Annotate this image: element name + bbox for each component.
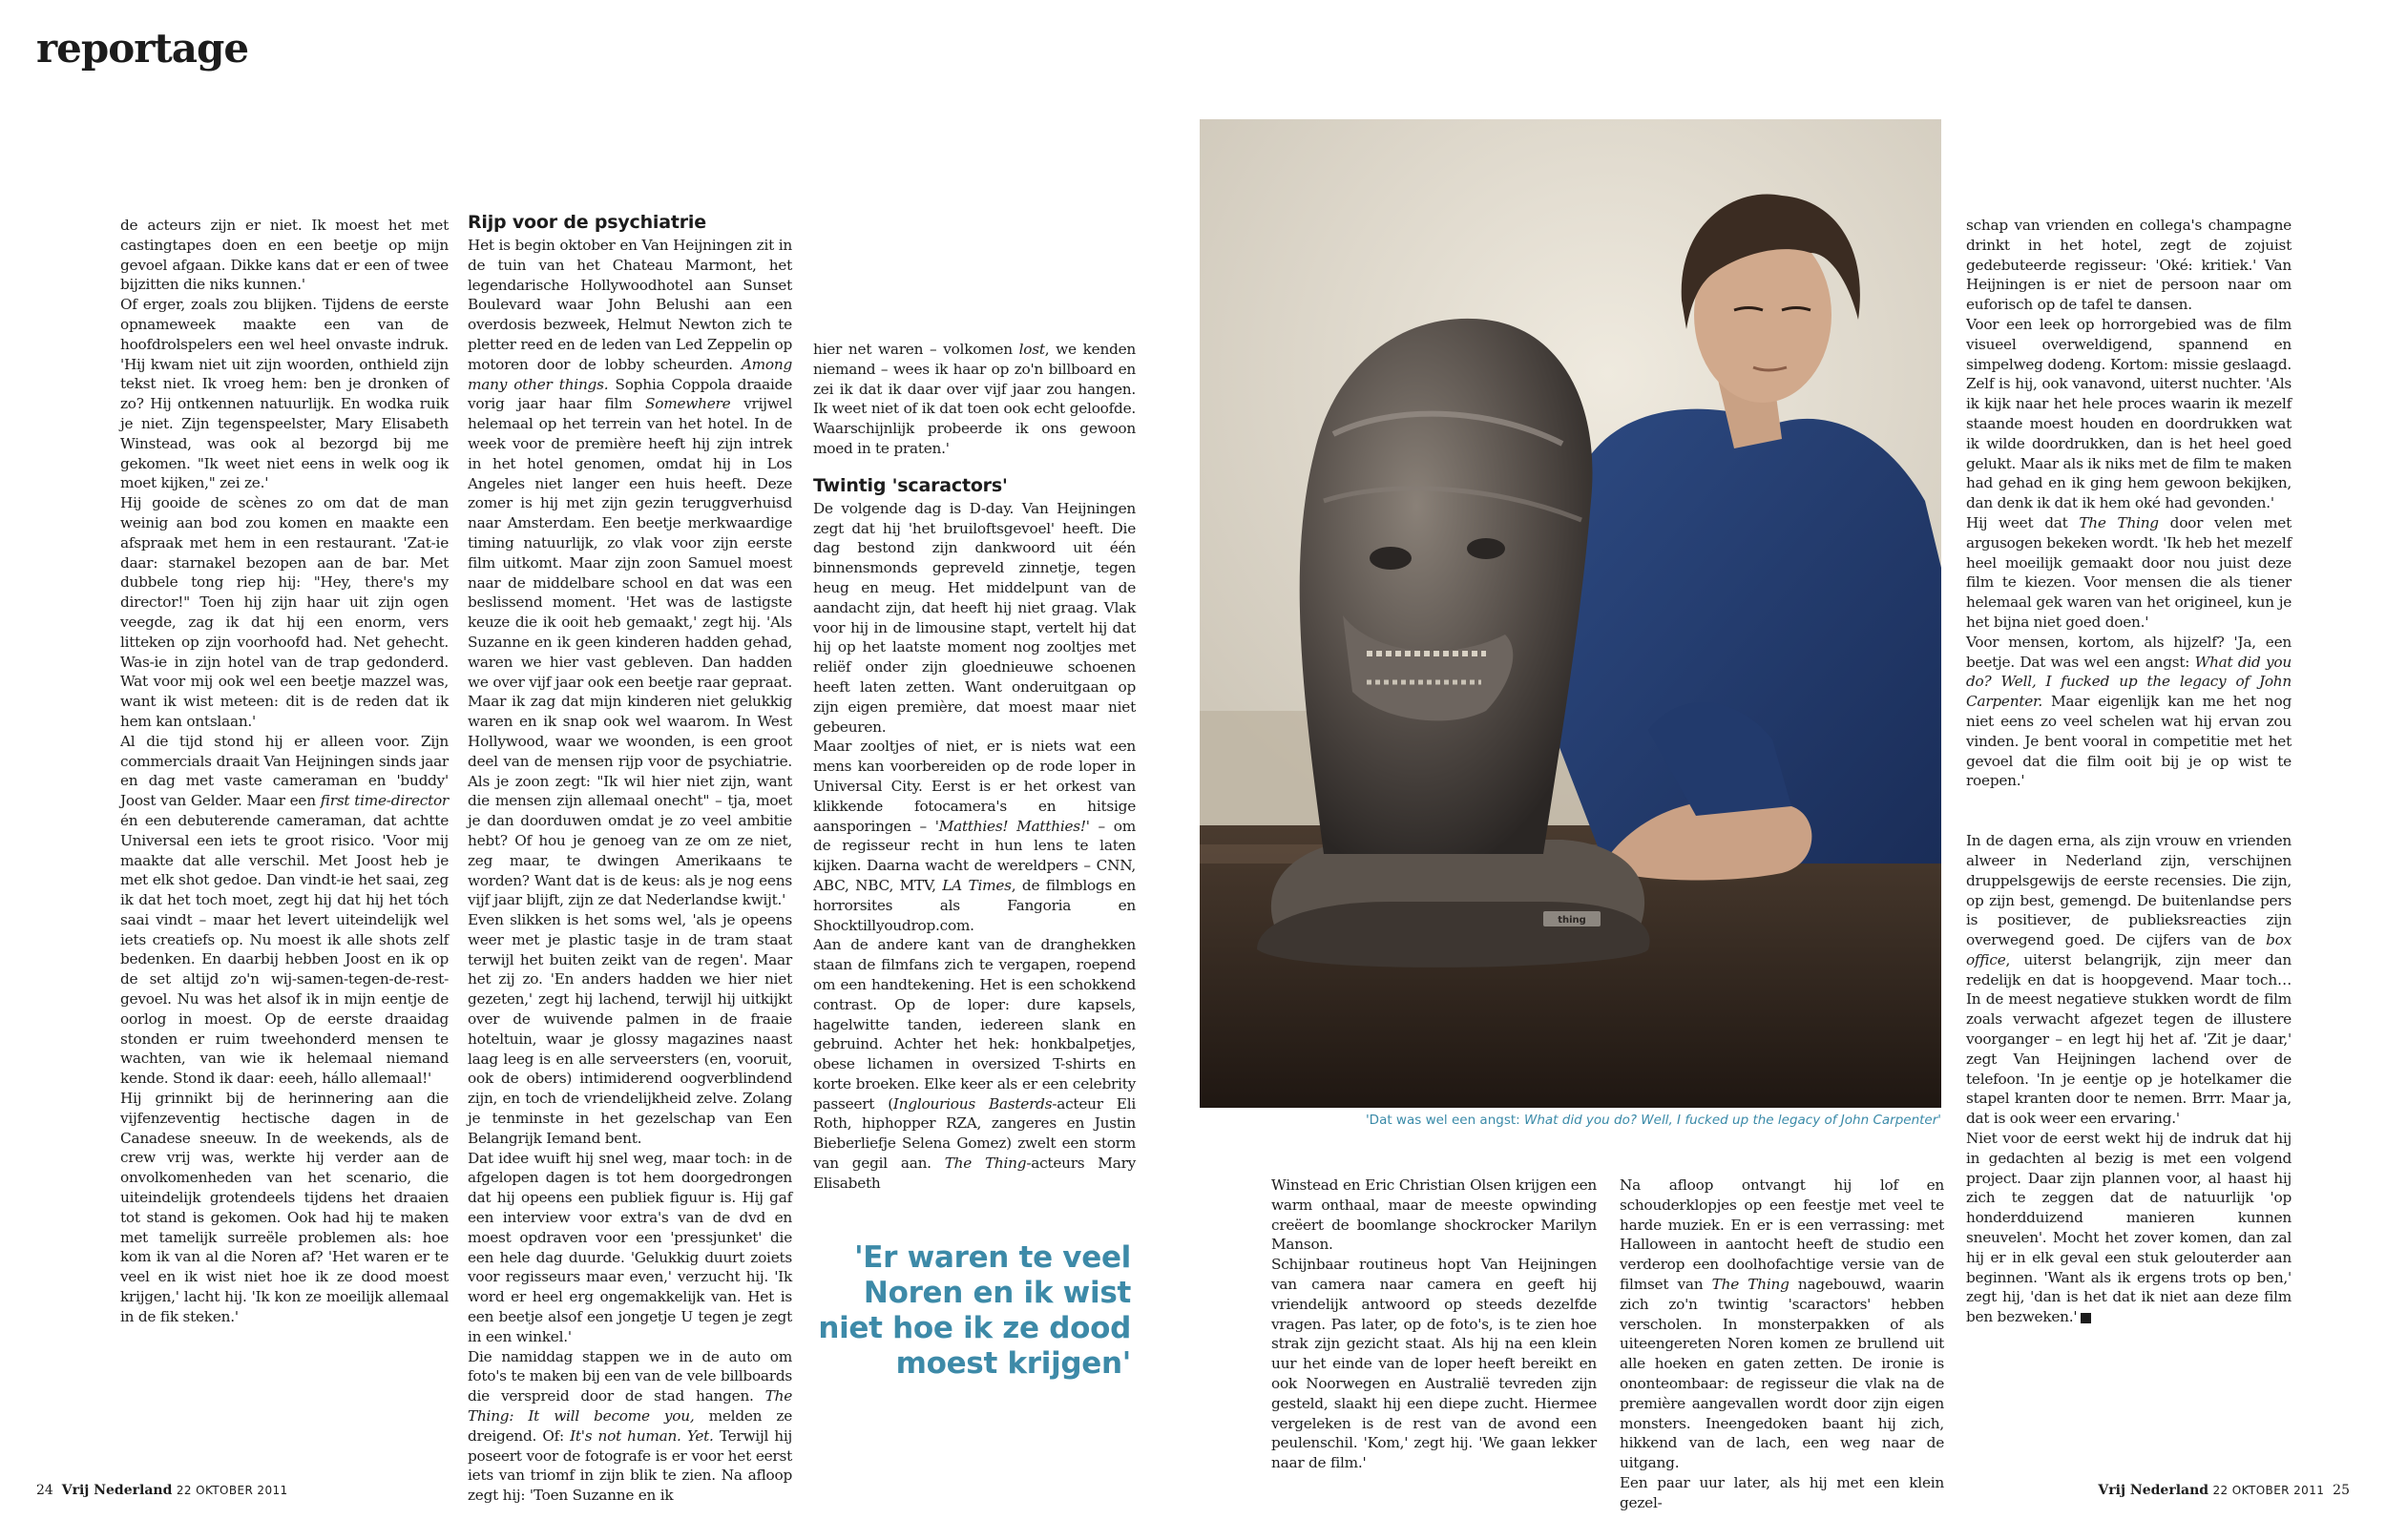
col5-paragraph: Na afloop ontvangt hij lof en schouderklopjes op een feestje met veel te harde muziek. En er is een verrassing: met Halloween in aantocht heeft de studio een verderop een doolhofachtige versie van de filmset van The Thing nagebouwd, waarin zich zo'n twintig 'scaractors' hebben verscholen. In monsterpakken of als uiteengereten Noren komen ze brullend uit alle hoeken en gaten zetten. De ironie is ononteombaar: de regisseur die vlak na de première aangevallen wordt door zijn eigen monsters. Ineengedoken baant hij zich, hikkend van de lach, een weg naar de uitgang. xyxy=(1620,1176,1945,1472)
article-column-5 xyxy=(1620,1176,1944,1513)
section-label: reportage xyxy=(36,25,249,72)
photo-caption: 'Dat was wel een angst: What did you do? Well, I fucked up the legacy of John Carpenter' xyxy=(1365,1113,1941,1128)
article-column-1 xyxy=(120,216,449,1327)
article-column-2 xyxy=(468,210,792,1506)
col4-paragraph: Schijnbaar routineus hopt Van Heijningen van camera naar camera en geeft hij vriendelijk antwoord op steeds dezelfde vragen. Pas later, op de foto's, is te zien hoe strak zijn gezicht staat. Als hij na een klein uur het einde van de loper heeft bereikt en ook Noorwegen en Australië tevreden zijn gesteld, slaakt hij een diepe zucht. Hiermee vergeleken is de rest van de avond een peulenschil. 'Kom,' zegt hij. 'We gaan lekker naar de film.' xyxy=(1271,1256,1597,1472)
subheading-rijp-voor-de-psychiatrie: Rijp voor de psychiatrie xyxy=(468,212,706,233)
col1-paragraph: de acteurs zijn er niet. Ik moest het met castingtapes doen en een beetje op mijn gevoel afgaan. Dikke kans dat er een of twee bijzitten die niks kunnen.' xyxy=(120,217,449,294)
col6-paragraph: Voor een leek op horrorgebied was de film visueel overweldigend, spannend en simpelweg dodeng. Kortom: missie geslaagd. Zelf is hij, ook vanavond, uiterst nuchter. 'Als ik kijk naar het hele proces waarin ik mezelf staande moest houden en doordrukken wat ik wilde doordrukken, dan is het heel goed gelukt. Maar als ik niks met de film te maken had gehad en ik ging hem gewoon bekijken, dan denk ik dat ik hem oké had gevonden.' xyxy=(1966,315,2292,512)
portrait-illustration xyxy=(1200,119,1941,1108)
article-column-3 xyxy=(813,340,1136,1194)
col6b-paragraph: Niet voor de eerst wekt hij de indruk dat hij in gedachten al bezig is met een volgend project. Daar zijn plannen voor, al haast hij zich te zeggen dat de natuurlijk 'op honderdduizend manieren kunnen sneuvelen'. Mocht het zover komen, dan zal hij er in elk geval een stuk gelouterder aan beginnen. 'Want als ik ergens trots op ben,' zegt hij, 'dan is het dat ik niet aan deze film ben bezweken.' xyxy=(1966,1130,2292,1326)
col2-paragraph: Dat idee wuift hij snel weg, maar toch: in de afgelopen dagen is tot hem doorgedrongen dat hij opeens een publiek figuur is. Hij gaf een interview voor extra's van de dvd en moest opdraven voor een 'pressjunket' die een hele dag duurde. 'Gelukkig duurt zoiets voor regisseurs maar even,' verzucht hij. 'Ik word er heel erg ongemakkelijk van. Het is een beetje alsof een jongetje U tegen je zegt in een winkel.' xyxy=(468,1149,792,1345)
col1-paragraph: Hij grinnikt bij de herinnering aan die vijfenzeventig hectische dagen in de Canadese sneeuw. In de weekends, als de crew vrij was, werkte hij verder aan de onvolkomenheden van het scenario, die uiteindelijk grotendeels tijdens het draaien tot stand is gekomen. Ook had hij te maken met tamelijk surreële problemen als: hoe kom ik van al die Noren af? 'Het waren er te veel en ik wist niet hoe ik ze dood moest krijgen,' lacht hij. 'Ik kon ze moeilijk allemaal in de fik steken.' xyxy=(120,1090,449,1325)
col1-paragraph: Of erger, zoals zou blijken. Tijdens de eerste opnameweek maakte een van de hoofdrolspelers een wel heel onvaste indruk. 'Hij kwam niet uit zijn woorden, onthield zijn tekst niet. Ik vroeg hem: ben je dronken of zo? Hij ontkennen natuurlijk. En wodka ruik je niet. Zijn tegenspeelster, Mary Elisabeth Winstead, was ook al bezorgd bij me gekomen. "Ik weet niet eens in welk oog ik moet kijken," zei ze.' xyxy=(120,296,449,492)
col2-paragraph: Het is begin oktober en Van Heijningen zit in de tuin van het Chateau Marmont, het legendarische Hollywoodhotel aan Sunset Boulevard waar John Belushi aan een overdosis bezweek, Helmut Newton zich te pletter reed en de leden van Led Zeppelin op motoren door de lobby scheurden. Among many other things. Sophia Coppola draaide vorig jaar haar film Somewhere vrijwel helemaal op het terrein van het hotel. In de week voor de première heeft hij zijn intrek in het hotel genomen, omdat hij in Los Angeles niet langer een huis heeft. Deze zomer is hij met zijn gezin teruggverhuisd naar Amsterdam. Een beetje merkwaardige timing natuurlijk, zo vlak voor zijn eerste film uitkomt. Maar zijn zoon Samuel moest naar de middelbare school en dat was een beslissend moment. 'Het was de lastigste keuze die ik ooit heb gemaakt,' zegt hij. 'Als Suzanne en ik geen kinderen hadden gehad, waren we hier vast gebleven. Dan hadden we over vijf jaar ook een beetje raar gepraat. Maar ik zag dat mijn kinderen niet gelukkig waren en ik snap ook wel waarom. In West Hollywood, waar we woonden, is een groot deel van de mensen rijp voor de psychiatrie. Als je zoon zegt: "Ik wil hier niet zijn, want die mensen zijn allemaal onecht" – tja, moet je dan doorduwen omdat je zo veel ambitie hebt? Of hou je genoeg van ze om ze niet, zeg maar, te dwingen Amerikaans te worden? Want dat is de keus: als je nog eens vijf jaar blijft, zijn ze dat Nederlandse kwijt.' xyxy=(468,237,793,909)
col1-paragraph: Al die tijd stond hij er alleen voor. Zijn commercials draait Van Heijningen sinds jaar en dag met vaste cameraman en 'buddy' Joost van Gelder. Maar een first time-director én een debuterende cameraman, dat achtte Universal een iets te groot risico. 'Voor mij maakte dat alle verschil. Met Joost heb je met elk shot gedoe. Dan vindt-ie het saai, zeg ik dat het toch moet, zegt hij dat hij het tóch saai vindt – maar het levert uiteindelijk wel iets creatiefs op. Nu moest ik alle shots zelf bedenken. En daarbij hebben Joost en ik op de set altijd zo'n wij-samen-tegen-de-rest-gevoel. Nu was het alsof ik in mijn eentje de oorlog in moest. Op de eerste draaidag stonden er ruim tweehonderd mensen te wachten, van wie ik helemaal niemand kende. Stond ik daar: eeeh, hállo allemaal!' xyxy=(120,732,449,1088)
col2-paragraph: Die namiddag stappen we in de auto om foto's te maken bij een van de vele billboards die verspreid door de stad hangen. The Thing: It will become you, melden ze dreigend. Of: It's not human. Yet. Terwijl hij poseert voor de fotografe is er voor het eerst iets van triomf in zijn blik te zien. Na afloop zegt hij: 'Toen Suzanne en ik xyxy=(468,1347,793,1505)
col6-paragraph: Hij weet dat The Thing door velen met argusogen bekeken wordt. 'Ik heb het mezelf heel moeilijk gemaakt door nou juist deze film te kiezen. Voor mensen die als tiener helemaal gek waren van het origineel, kun je het bijna niet goed doen.' xyxy=(1966,513,2292,631)
col6-paragraph: schap van vrienden en collega's champagne drinkt in het hotel, zegt de zojuist gedebuteerde regisseur: 'Oké: kritiek.' Van Heijningen is er niet de persoon naar om euforisch op de tafel te dansen. xyxy=(1966,217,2292,314)
pull-quote: 'Er waren te veel Noren en ik wist niet hoe ik ze dood moest krijgen' xyxy=(818,1240,1131,1381)
subheading-twintig-scaractors: Twintig 'scaractors' xyxy=(813,474,1008,496)
col2-paragraph: Even slikken is het soms wel, 'als je opeens weer met je plastic tasje in de tram staat terwijl het buiten zeikt van de regen'. Maar het zij zo. 'En anders hadden we hier niet gezeten,' zegt hij lachend, terwijl hij uitkijkt over de wuivende palmen in de fraaie hoteltuin, waar je glossy magazines naast laag leeg is en alle serveersters (en, vooruit, ook de obers) intimiderend oogverblindend zijn, en toch de vriendelijkheid zelve. Zolang je tenminste in het gezelschap van Een Belangrijk Iemand bent. xyxy=(468,911,792,1147)
sculpture-plaque-label: thing xyxy=(1558,915,1586,926)
col3b-paragraph: Maar zooltjes of niet, er is niets wat een mens kan voorbereiden op de rode loper in Universal City. Eerst is er het orkest van klikkende fotocamera's en hitsige aansporingen – 'Matthies! Matthies!' – om de regisseur recht in hun lens te laten kijken. Daarna wacht de wereldpers – CNN, ABC, NBC, MTV, LA Times, de filmblogs en horrorsites als Fangoria en Shocktillyoudrop.com. xyxy=(813,738,1137,934)
col3b-paragraph: Aan de andere kant van de dranghekken staan de filmfans zich te vergapen, roepend om een handtekening. Het is een schokkend contrast. Op de loper: dure kapsels, hagelwitte tanden, iedereen slank en gebruind. Achter het hek: honkbalpetjes, obese lichamen in oversized T-shirts en korte broeken. Elke keer als er een celebrity passeert (Inglourious Basterds-acteur Eli Roth, hiphopper RZA, zangeres en Justin Bieberliefje Selena Gomez) zwelt een storm van gegil aan. The Thing-acteurs Mary Elisabeth xyxy=(813,936,1137,1192)
col6b-paragraph: In de dagen erna, als zijn vrouw en vrienden alweer in Nederland zijn, verschijnen druppelsgewijs de eerste recensies. Die zijn, op zijn best, gemengd. De buitenlandse pers is positiever, de publieksreacties zijn overwegend goed. De cijfers van de box office, uiterst belangrijk, zijn meer dan redelijk en dat is hoopgevend. Maar toch… In de meest negatieve stukken wordt de film zoals verwacht afgezet tegen de illustere voorganger – en legt hij het af. 'Zit je daar,' zegt Van Heijningen lachend over de telefoon. 'In je eentje op je hotelkamer die stapel kranten door te nemen. Brrr. Maar ja, dat is ook weer een ervaring.' xyxy=(1966,832,2292,1128)
col4-paragraph: Winstead en Eric Christian Olsen krijgen een warm onthaal, maar de meeste opwinding creëert de boomlange shockrocker Marilyn Manson. xyxy=(1271,1176,1597,1254)
portrait-photo xyxy=(1200,119,1941,1108)
col5-paragraph: Een paar uur later, als hij met een klein gezel- xyxy=(1620,1473,1944,1511)
folio-left: 24 Vrij Nederland 22 OKTOBER 2011 xyxy=(36,1483,288,1498)
article-column-6 xyxy=(1966,216,2292,1327)
col6-paragraph: Voor mensen, kortom, als hijzelf? 'Ja, een beetje. Dat was wel een angst: What did you do? Well, I fucked up the legacy of John Carpenter. Maar eigenlijk kan me het nog niet eens zo veel schelen wat hij ervan zou vinden. Je bent vooral in competitie met het gevoel dat die film ooit bij je op wist te roepen.' xyxy=(1966,633,2292,790)
article-column-4 xyxy=(1271,1176,1597,1473)
col1-paragraph: Hij gooide de scènes zo om dat de man weinig aan bod zou komen en maakte een afspraak met hem in een restaurant. 'Zat-ie daar: starnakel bezopen aan de bar. Met dubbele tong riep hij: "Hey, there's my director!" Toen hij zijn haar uit zijn ogen veegde, zag ik dat hij een enorm, vers litteken op zijn voorhoofd had. Net gehecht. Was-ie in zijn hotel van de trap gedonderd. Wat voor mij ook wel een beetje mazzel was, want ik wist meteen: dit is de reden dat ik hem kan ontslaan.' xyxy=(120,494,449,730)
col3-paragraph: hier net waren – volkomen lost, we kenden niemand – wees ik haar op zo'n billboard en zei ik dat ik daar over vijf jaar zou hangen. Ik weet niet of ik dat toen ook echt geloofde. Waarschijnlijk probeerde ik ons gewoon moed in te praten.' xyxy=(813,341,1137,457)
col3b-paragraph: De volgende dag is D-day. Van Heijningen zegt dat hij 'het bruiloftsgevoel' heeft. Die dag bestond zijn dankwoord uit één binnensmonds gepreveld zinnetje, tegen heug en meug. Het middelpunt van de aandacht zijn, dat heeft hij niet graag. Vlak voor hij in de limousine stapt, vertelt hij dat hij op het laatste moment nog zooltjes met reliëf onder zijn gloednieuwe schoenen heeft laten zetten. Want onderuitgaan op zijn eigen première, dat moest maar niet gebeuren. xyxy=(813,499,1136,736)
end-of-article-mark xyxy=(2081,1313,2091,1323)
folio-right: Vrij Nederland 22 OKTOBER 2011 25 xyxy=(2098,1483,2350,1498)
